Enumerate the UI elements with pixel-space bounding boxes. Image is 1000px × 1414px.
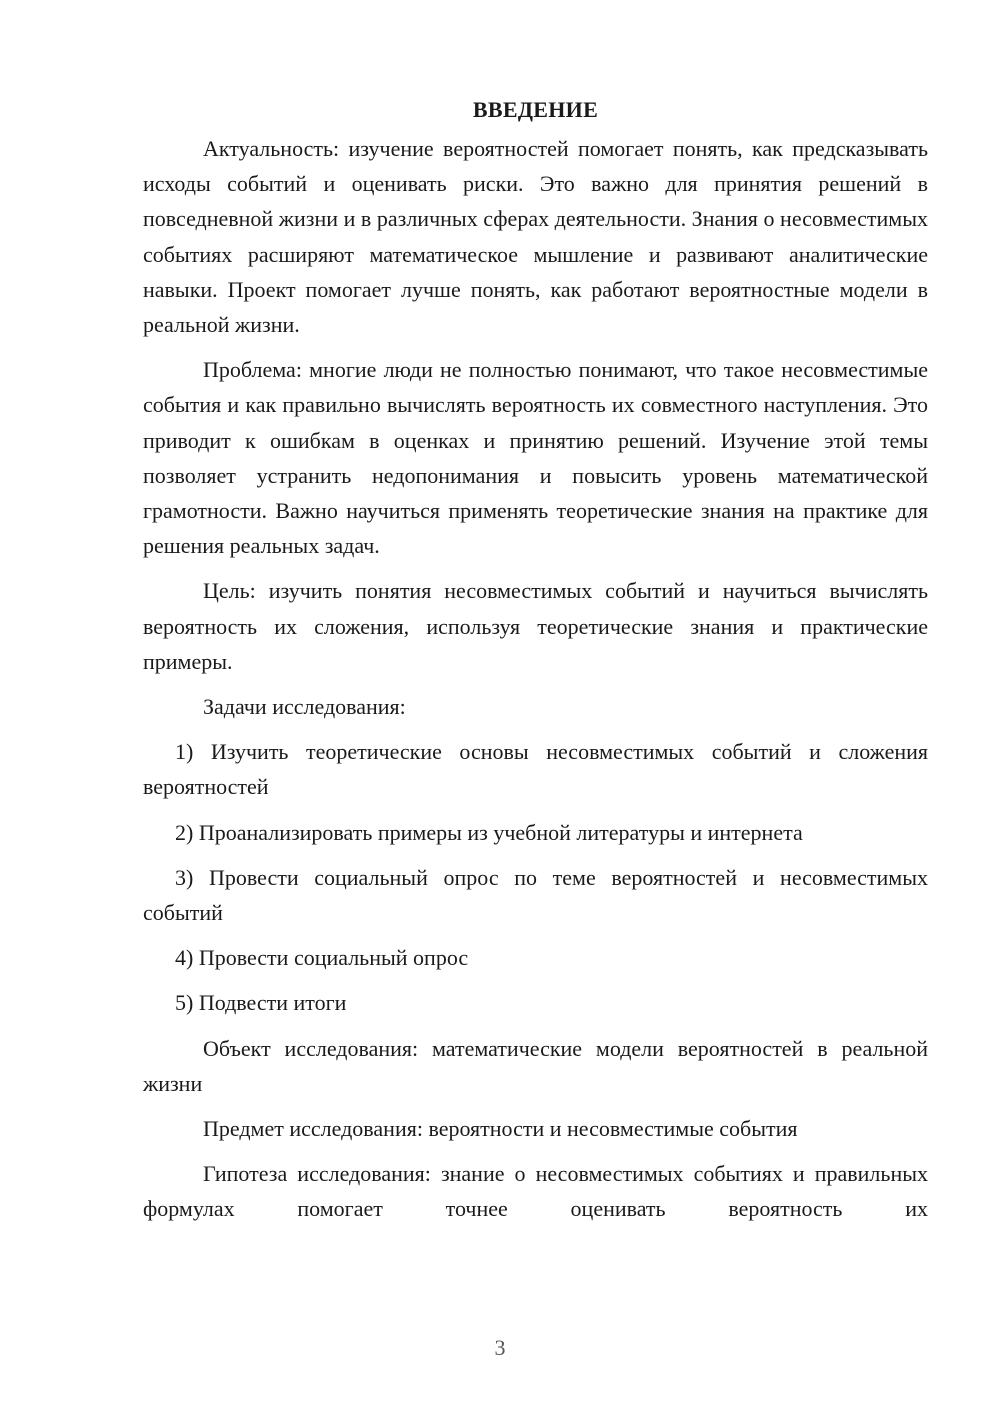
paragraph-subject: Предмет исследования: вероятности и несовместимые события [203,1116,798,1142]
paragraph-hypothesis: Гипотеза исследования: знание о несовместимых событиях и правильных формулах помогает точнее оценивать вероятность их [143,1161,928,1222]
task-item-2: 2) Проанализировать примеры из учебной литературы и интернета [175,819,803,845]
tasks-heading: Задачи исследования: [203,694,406,720]
task-item-1: 1) Изучить теоретические основы несовместимых событий и сложения вероятностей [143,739,928,800]
page-number: 3 [494,1335,506,1360]
task-item-5: 5) Подвести итоги [175,990,347,1016]
section-title: ВВЕДЕНИЕ [472,97,599,122]
paragraph-goal: Цель: изучить понятия несовместимых событий и научиться вычислять вероятность их сложения, используя теоретические знания и практические примеры. [143,578,928,674]
paragraph-relevance: Актуальность: изучение вероятностей помогает понять, как предсказывать исходы событий и оценивать риски. Это важно для принятия решений в повседневной жизни и в различных сферах деятельности. Знания о несовместимых событиях расширяют математическое мышление и развивают аналитические навыки. Проект помогает лучше понять, как работают вероятностные модели в реальной жизни. [143,136,928,338]
document-page [143,92,928,1237]
paragraph-object: Объект исследования: математические модели вероятностей в реальной жизни [143,1035,928,1096]
task-item-4: 4) Провести социальный опрос [175,945,469,971]
task-item-3: 3) Провести социальный опрос по теме вероятностей и несовместимых событий [143,864,928,926]
paragraph-problem: Проблема: многие люди не полностью понимают, что такое несовместимые события и как правильно вычислять вероятность их совместного наступления. Это приводит к ошибкам в оценках и принятию решений. Изучение этой темы позволяет устранить недопонимания и повысить уровень математической грамотности. Важно научиться применять теоретические знания на практике для решения реальных задач. [143,357,928,559]
